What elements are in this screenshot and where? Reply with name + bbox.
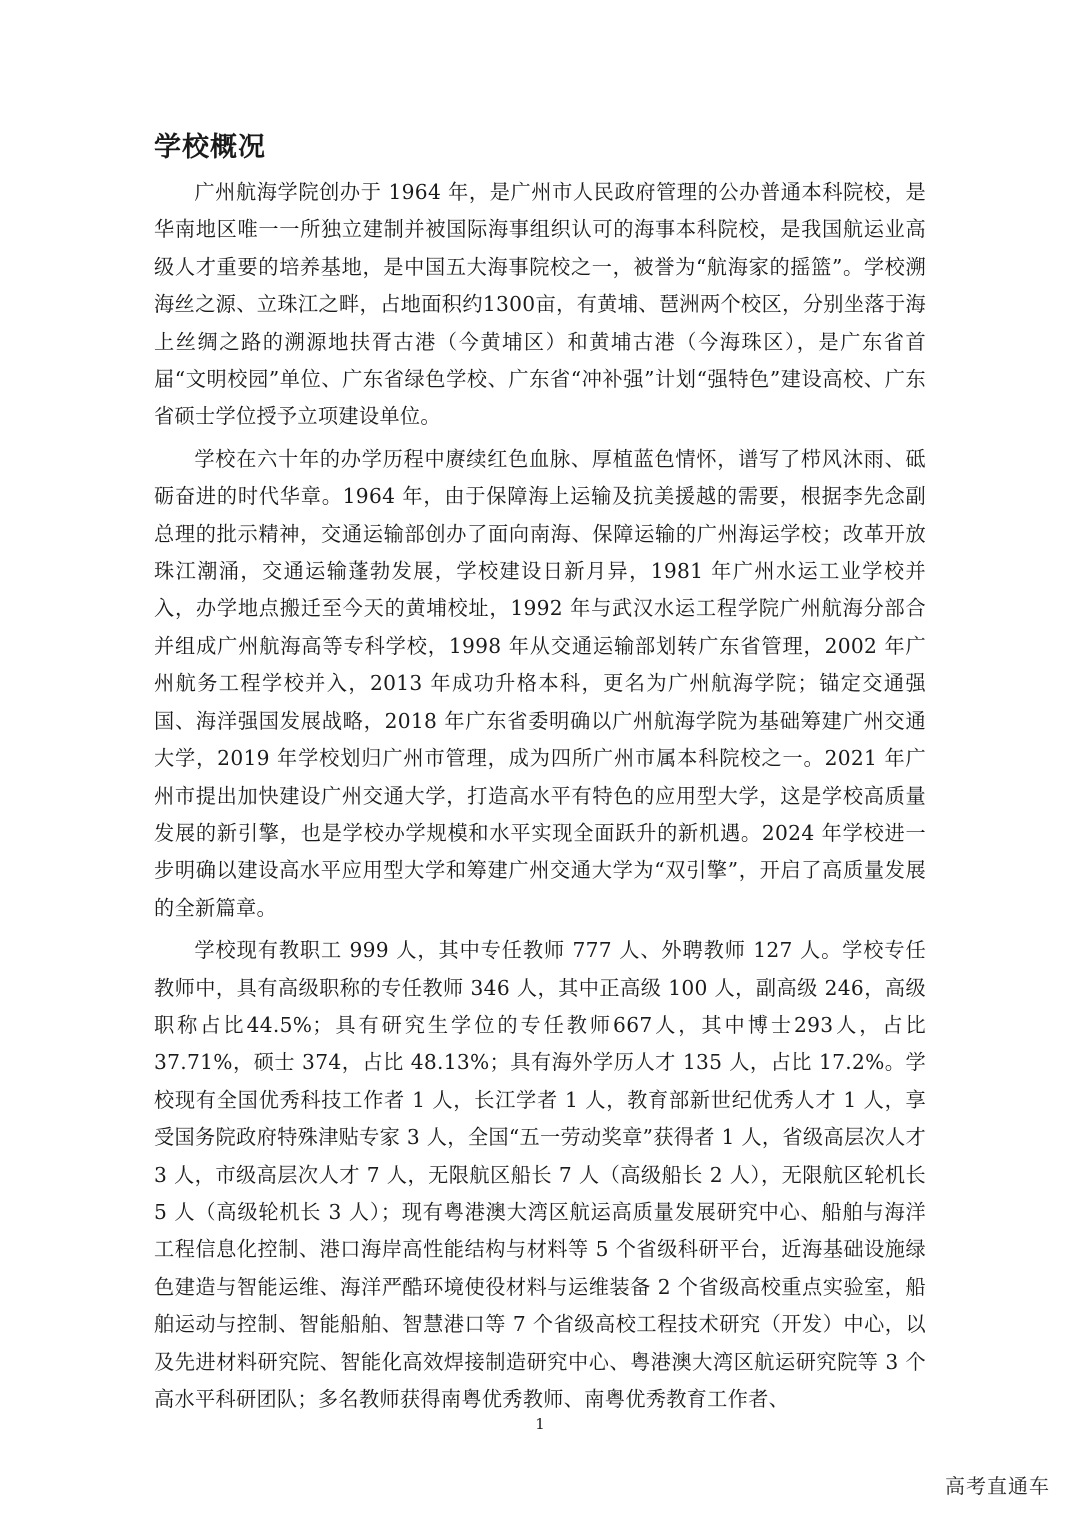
section-title: 学校概况 [154, 132, 266, 163]
document-body [154, 174, 926, 1423]
watermark-text: 高考直通车 [945, 1474, 1050, 1498]
page-number: 1 [535, 1415, 545, 1433]
paragraph-history: 学校在六十年的办学历程中赓续红色血脉、厚植蓝色情怀，谱写了栉风沐雨、砥砺奋进的时代华章。1964 年，由于保障海上运输及抗美援越的需要，根据李先念副总理的批示精神，交通运输部创办了面向南海、保障运输的广州海运学校；改革开放珠江潮涌，交通运输蓬勃发展，学校建设日新月异，1981 年广州水运工业学校并入，办学地点搬迁至今天的黄埔校址，1992 年与武汉水运工程学院广州航海分部合并组成广州航海高等专科学校，1998 年从交通运输部划转广东省管理，2002 年广州航务工程学校并入，2013 年成功升格本科，更名为广州航海学院；锚定交通强国、海洋强国发展战略，2018 年广东省委明确以广州航海学院为基础筹建广州交通大学，2019 年学校划归广州市管理，成为四所广州市属本科院校之一。2021 年广州市提出加快建设广州交通大学，打造高水平有特色的应用型大学，这是学校高质量发展的新引擎，也是学校办学规模和水平实现全面跃升的新机遇。2024 年学校进一步明确以建设高水平应用型大学和筹建广州交通大学为“双引擎”，开启了高质量发展的全新篇章。 [154, 446, 926, 920]
paragraph-faculty: 学校现有教职工 999 人，其中专任教师 777 人、外聘教师 127 人。学校专任教师中，具有高级职称的专任教师 346 人，其中正高级 100 人，副高级 246，高级职称占比44.5%；具有研究生学位的专任教师667人，其中博士293人，占比37.71%，硕士 374，占比 48.13%；具有海外学历人才 135 人，占比 17.2%。学校现有全国优秀科技工作者 1 人，长江学者 1 人，教育部新世纪优秀人才 1 人，享受国务院政府特殊津贴专家 3 人，全国“五一劳动奖章”获得者 1 人，省级高层次人才 3 人，市级高层次人才 7 人，无限航区船长 7 人（高级船长 2 人），无限航区轮机长 5 人（高级轮机长 3 人）；现有粤港澳大湾区航运高质量发展研究中心、船舶与海洋工程信息化控制、港口海岸高性能结构与材料等 5 个省级科研平台，近海基础设施绿色建造与智能运维、海洋严酷环境使役材料与运维装备 2 个省级高校重点实验室，船舶运动与控制、智能船舶、智慧港口等 7 个省级高校工程技术研究（开发）中心，以及先进材料研究院、智能化高效焊接制造研究中心、粤港澳大湾区航运研究院等 3 个高水平科研团队；多名教师获得南粤优秀教师、南粤优秀教育工作者、 [154, 938, 926, 1411]
paragraph-intro: 广州航海学院创办于 1964 年，是广州市人民政府管理的公办普通本科院校，是华南地区唯一一所独立建制并被国际海事组织认可的海事本科院校，是我国航运业高级人才重要的培养基地，是中国五大海事院校之一，被誉为“航海家的摇篮”。学校溯海丝之源、立珠江之畔，占地面积约1300亩，有黄埔、琶洲两个校区，分别坐落于海上丝绸之路的溯源地扶胥古港（今黄埔区）和黄埔古港（今海珠区），是广东省首届“文明校园”单位、广东省绿色学校、广东省“冲补强”计划“强特色”建设高校、广东省硕士学位授予立项建设单位。 [154, 180, 926, 429]
